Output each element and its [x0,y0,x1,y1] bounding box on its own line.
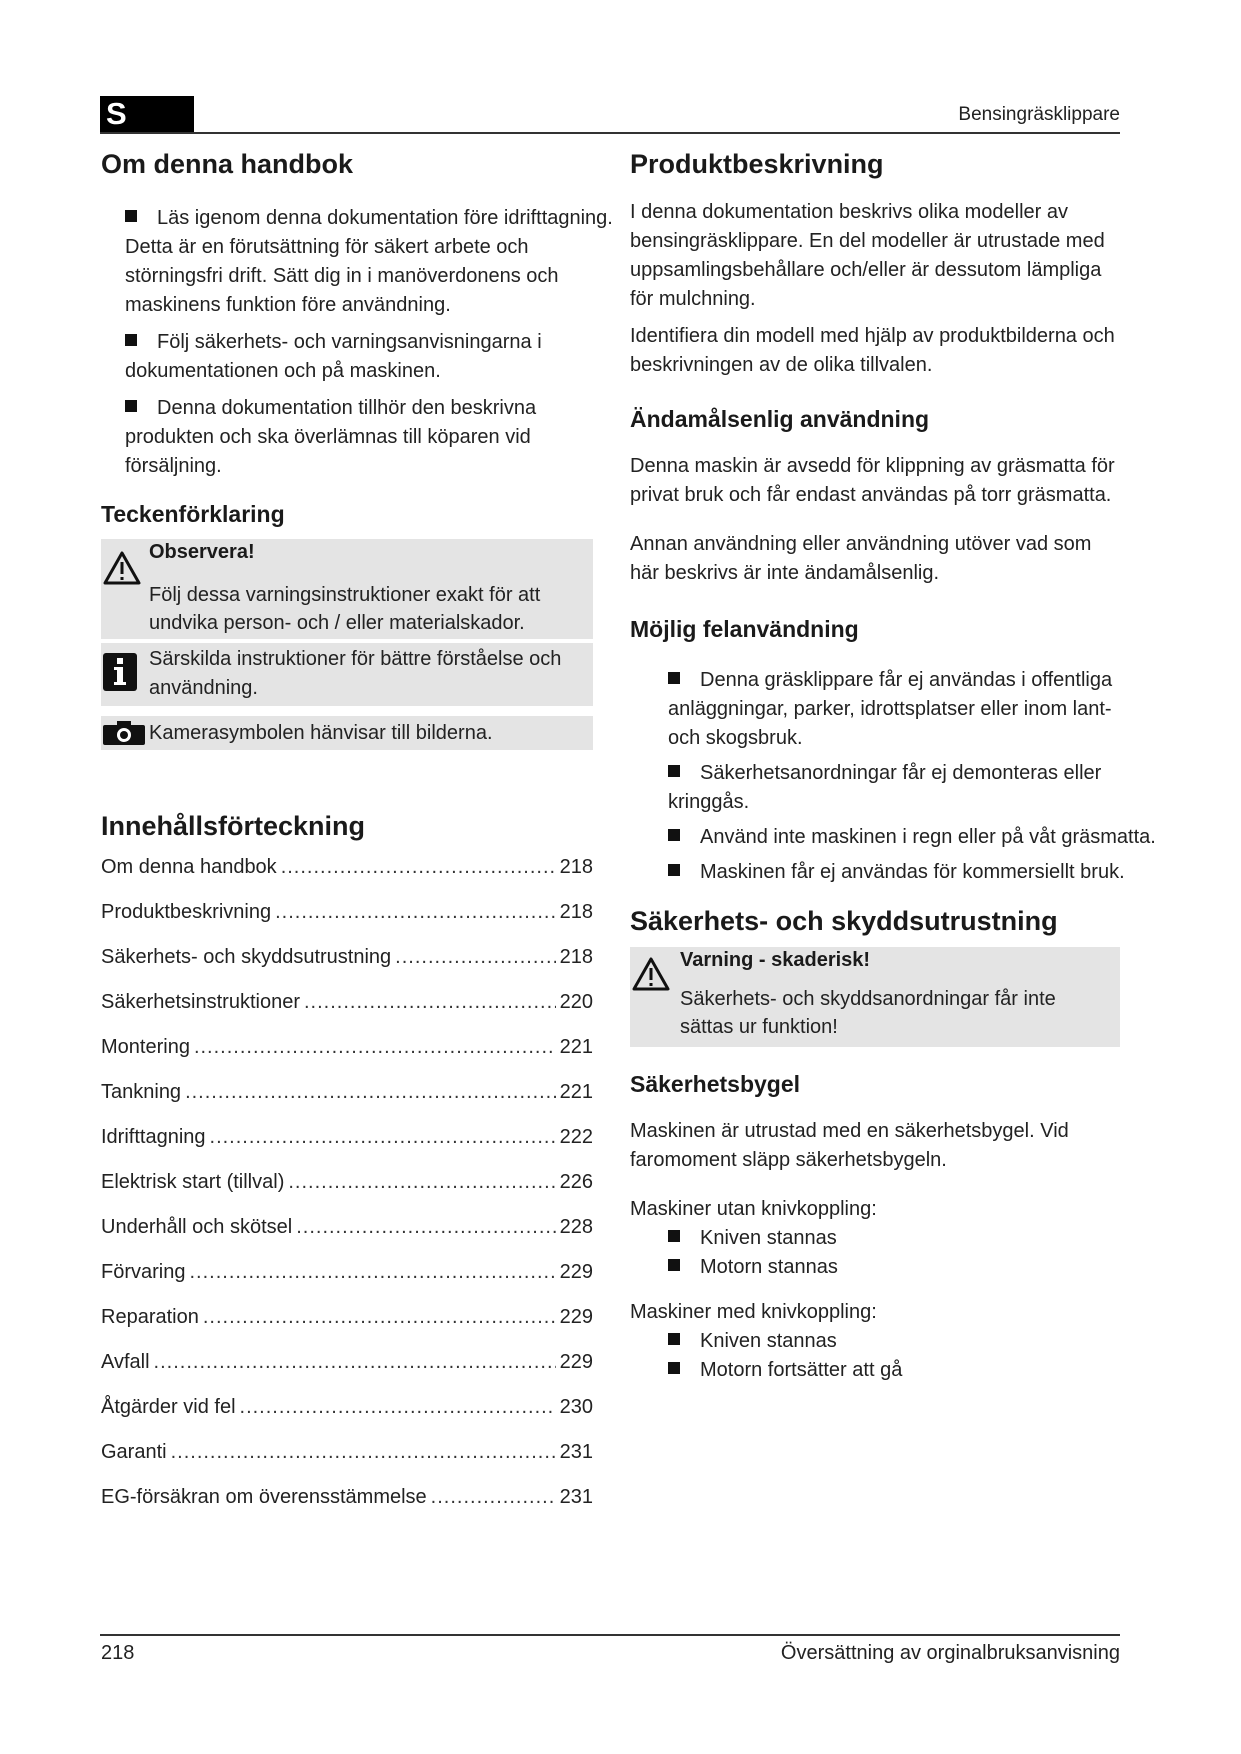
list-item-text: Denna dokumentation tillhör den beskrivna produkten och ska överlämnas till köparen vid försäljning. [125,397,537,478]
toc-entry-page: 218 [559,901,593,924]
toc-leader [288,1171,555,1194]
toc-entry[interactable] [101,1396,593,1441]
toc-entry-title: Elektrisk start (tillval) [101,1171,285,1194]
caution-text: Följ dessa varningsinstruktioner exakt för att undvika person- och / eller materialskador. [149,583,541,634]
camera-icon [103,721,145,745]
list-item [668,666,1148,753]
misuse-heading: Möjlig felanvändning [630,615,859,642]
with-clutch-list [630,1327,1122,1385]
list-item-text: Denna gräsklippare får ej användas i offentliga anläggningar, parker, idrottsplatser eller inom lant- och skogsbruk. [668,668,1113,749]
bullet-icon [125,400,137,412]
product-para-2: Identifiera din modell med hjälp av produktbilderna och beskrivningen av de olika tillvalen. [630,325,1115,377]
toc-entry-title: Om denna handbok [101,856,277,879]
list-item-text: Kniven stannas [700,1329,837,1352]
toc-leader [240,1396,556,1419]
list-item [668,1327,1122,1356]
list-item [125,394,625,481]
toc-leader [194,1036,556,1059]
toc-entry-page: 221 [559,1036,593,1059]
toc-entry[interactable] [101,1171,593,1216]
toc-entry-title: Tankning [101,1081,182,1104]
toc-entry-page: 229 [559,1261,593,1284]
toc-entry-title: Reparation [101,1306,199,1329]
header-rule [100,132,1120,134]
safety-heading: Säkerhets- och skyddsutrustning [630,905,1058,936]
toc-entry-title: Säkerhetsinstruktioner [101,991,300,1014]
toc-leader [210,1126,556,1149]
toc-entry[interactable] [101,991,593,1036]
list-item-text: Motorn stannas [700,1255,838,1278]
toc-entry-title: Underhåll och skötsel [101,1216,293,1239]
without-clutch-list [630,1224,1122,1282]
toc-entry-page: 229 [559,1306,593,1329]
toc-entry[interactable] [101,1486,593,1531]
toc-list [101,856,593,1531]
toc-entry[interactable] [101,1261,593,1306]
intended-use-heading: Ändamålsenlig användning [630,406,930,433]
list-item [668,759,1148,817]
bail-para: Maskinen är utrustad med en säkerhetsbygel. Vid faromoment släpp säkerhetsbygeln. [630,1119,1069,1171]
about-heading: Om denna handbok [101,149,354,179]
toc-entry-page: 221 [559,1081,593,1104]
toc-leader [185,1081,556,1104]
toc-entry-title: Åtgärder vid fel [101,1396,236,1419]
toc-entry-title: Idrifttagning [101,1126,206,1149]
bullet-icon [668,864,680,876]
warning-triangle-icon [632,957,670,991]
toc-entry-page: 222 [559,1126,593,1149]
about-list [101,204,625,481]
list-item [668,1224,1122,1253]
bullet-icon [668,672,680,684]
bullet-icon [668,765,680,777]
list-item [668,1253,1122,1282]
toc-leader [431,1486,556,1509]
misuse-list [630,666,1156,887]
toc-entry-page: 231 [559,1441,593,1464]
toc-entry[interactable] [101,901,593,946]
legend-heading: Teckenförklaring [101,501,285,528]
toc-heading: Innehållsförteckning [101,810,366,841]
toc-entry[interactable] [101,1081,593,1126]
toc-entry[interactable] [101,1441,593,1486]
toc-leader [189,1261,555,1284]
bullet-icon [668,1362,680,1374]
toc-entry[interactable] [101,1306,593,1351]
list-item-text: Läs igenom denna dokumentation före idrifttagning. Detta är en förutsättning för säkert arbete och störningsfri drift. Sätt dig in i manöverdonens och maskinens funktion före användning. [125,207,613,317]
toc-entry[interactable] [101,1351,593,1396]
list-item-text: Kniven stannas [700,1226,837,1249]
bullet-icon [668,1230,680,1242]
list-item-text: Säkerhetsanordningar får ej demonteras eller kringgås. [668,761,1102,813]
toc-leader [275,901,556,924]
toc-leader [281,856,556,879]
toc-entry-page: 226 [559,1171,593,1194]
toc-entry[interactable] [101,1216,593,1261]
warning-text: Säkerhets- och skyddsanordningar får inte sättas ur funktion! [680,987,1056,1038]
left-column [101,140,613,1531]
language-code: S [106,96,127,131]
list-item-text: Följ säkerhets- och varningsanvisningarna i dokumentationen och på maskinen. [125,331,542,383]
header-title: Bensingräsklippare [958,104,1120,125]
toc-entry-page: 220 [559,991,593,1014]
toc-entry-title: Säkerhets- och skyddsutrustning [101,946,392,969]
list-item [125,328,625,386]
with-clutch-label: Maskiner med knivkoppling: [630,1300,877,1323]
toc-entry[interactable] [101,1036,593,1081]
toc-entry-page: 218 [559,946,593,969]
bullet-icon [668,1333,680,1345]
bail-heading: Säkerhetsbygel [630,1070,801,1097]
page-number: 218 [101,1642,135,1664]
warning-title: Varning - skaderisk! [680,948,871,971]
camera-text: Kamerasymbolen hänvisar till bilderna. [149,721,493,744]
list-item [668,858,1148,887]
bullet-icon [668,829,680,841]
bullet-icon [125,210,137,222]
toc-entry[interactable] [101,946,593,991]
toc-entry-title: Garanti [101,1441,167,1464]
toc-leader [296,1216,555,1239]
toc-leader [304,991,556,1014]
toc-leader [395,946,555,969]
info-box [101,643,593,706]
toc-entry-page: 228 [559,1216,593,1239]
toc-entry-title: EG-försäkran om överensstämmelse [101,1486,427,1509]
camera-box [101,716,593,750]
bullet-icon [668,1259,680,1271]
list-item [668,1356,1122,1385]
product-heading: Produktbeskrivning [630,149,884,179]
warning-triangle-icon [103,551,141,585]
list-item [125,204,625,320]
product-para-1: I denna dokumentation beskrivs olika modeller av bensingräsklippare. En del modeller är utrustade med uppsamlingsbehållare och/eller är dessutom lämpliga för mulchning. [630,201,1105,311]
list-item-text: Motorn fortsätter att gå [700,1358,903,1381]
toc-entry[interactable] [101,856,593,901]
toc-leader [154,1351,556,1374]
toc-entry-page: 229 [559,1351,593,1374]
toc-leader [171,1441,556,1464]
toc-entry[interactable] [101,1126,593,1171]
toc-entry-title: Montering [101,1036,190,1059]
toc-entry-page: 230 [559,1396,593,1419]
intended-use-para-1: Denna maskin är avsedd för klippning av gräsmatta för privat bruk och får endast användas på torr gräsmatta. [630,454,1115,506]
toc-entry-page: 218 [559,856,593,879]
info-text: Särskilda instruktioner för bättre förståelse och användning. [149,647,562,699]
footer-note: Översättning av orginalbruksanvisning [780,1642,1120,1664]
toc-entry-page: 231 [559,1486,593,1509]
bullet-icon [125,334,137,346]
without-clutch-label: Maskiner utan knivkoppling: [630,1197,877,1220]
list-item-text: Maskinen får ej användas för kommersiellt bruk. [700,860,1125,883]
warning-box [630,947,1120,1047]
caution-box [101,539,593,639]
right-column [630,140,1156,1385]
footer-rule [100,1634,1120,1636]
language-tab [100,96,194,132]
list-item-text: Använd inte maskinen i regn eller på våt gräsmatta. [700,825,1156,848]
info-icon [103,653,137,691]
caution-title: Observera! [149,540,255,563]
list-item [668,823,1156,852]
toc-entry-title: Avfall [101,1351,150,1374]
toc-entry-title: Produktbeskrivning [101,901,272,924]
intended-use-para-2: Annan användning eller användning utöver vad som här beskrivs är inte ändamålsenlig. [630,532,1092,584]
toc-leader [203,1306,556,1329]
toc-entry-title: Förvaring [101,1261,186,1284]
